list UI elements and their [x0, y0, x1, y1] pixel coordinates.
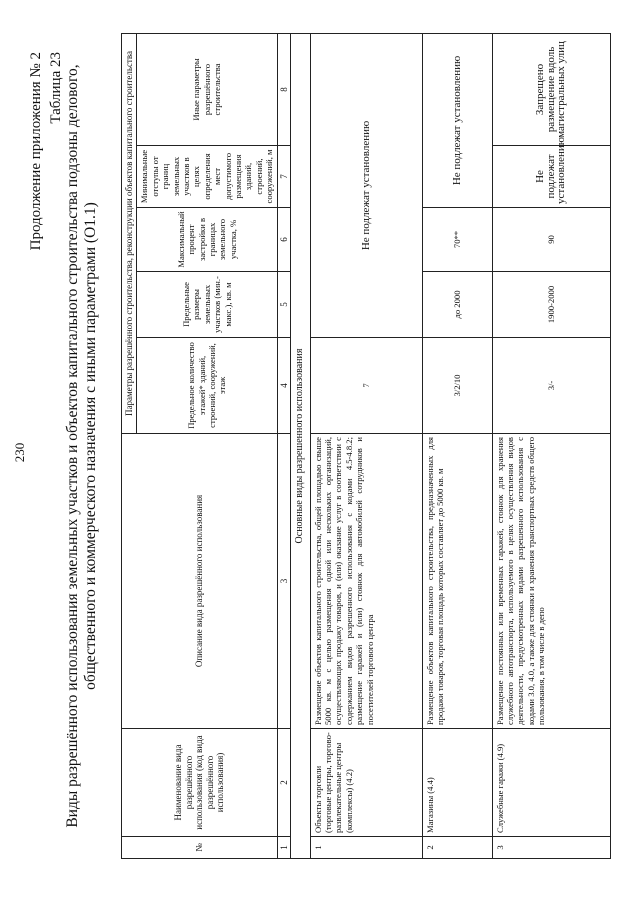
col-number: 6: [277, 208, 290, 272]
row-description: Размещение постоянных или временных гаражей, стоянок для хранения служебного автотранспорта, используемого в целях осуществления видов деятельности, предусмотренных видами разрешенного использования с кодами 3.0, 4.0, а также для стоянки и хранения транспортных средств общего пользования, в том числе в депо: [492, 434, 610, 729]
header-parameters: Параметры разрешённого строительства, реконструкции объектов капитального строительства: [122, 33, 137, 433]
col-number: 3: [277, 434, 290, 729]
col-number: 5: [277, 272, 290, 338]
header-name: Наименование вида разрешённого использования (код вида разрешённого использования): [122, 729, 278, 837]
row-number: 3: [492, 837, 610, 859]
col-number: 7: [277, 146, 290, 208]
row-coverage: 70**: [422, 208, 492, 272]
table-title: Виды разрешённого использования земельных участков и объектов капитального строительства подзоны делового, общественного и коммерческого назначения с иными параметрами (О1.1): [64, 64, 99, 828]
header-row-1: [122, 33, 137, 858]
section-row: [291, 33, 310, 858]
row-description: Размещение объектов капитального строительства, общей площадью свыше 5000 кв. м с целью размещения одной или нескольких организаций, осуществляющих продажу товаров, и (или) оказание услуг в соответствии с содержанием видов разрешенного использования с кодами 4.5-4.8.2; размещение гаражей и (или) стоянок для автомобилей сотрудников и посетителей торгового центра: [310, 434, 422, 729]
table-row: [310, 33, 422, 858]
row-coverage: 90: [492, 208, 610, 272]
header-plot-size: Предельные размеры земельных участков (мин.-макс.), кв. м: [137, 272, 277, 338]
header-coverage: Максимальный процент застройки в границах земельного участка, %: [137, 208, 277, 272]
row-floors: 3/-: [492, 338, 610, 434]
header-other: Иные параметры разрешённого строительства: [137, 33, 277, 145]
col-number: 1: [277, 837, 290, 859]
table-row: [492, 33, 610, 858]
appendix-label: Продолжение приложения № 2: [28, 52, 44, 251]
row-number: 1: [310, 837, 422, 859]
row-setbacks: Не подлежат установлению: [492, 146, 610, 208]
row-name: Объекты торговли (торговые центры, торгово-развлекательные центры (комплексы) (4.2): [310, 729, 422, 837]
row-name: Служебные гаражи (4.9): [492, 729, 610, 837]
row-plot-size: до 2000: [422, 272, 492, 338]
regulations-table: [121, 33, 611, 859]
header-setbacks: Минимальные отступы от границ земельных участков в целях определения мест допустимого размещения зданий, строений, сооружений, м: [137, 146, 277, 208]
row-floors: 7: [310, 338, 422, 434]
table-row: [422, 33, 492, 858]
header-floors: Предельное количество этажей* зданий, строений, сооружений, этаж: [137, 338, 277, 434]
header-description: Описание вида разрешённого использования: [122, 434, 278, 729]
row-other: Запрещено размещение вдоль магистральных улиц: [492, 33, 610, 145]
col-number: 4: [277, 338, 290, 434]
merged-not-set: Не подлежат установлению: [310, 33, 422, 337]
col-number: 2: [277, 729, 290, 837]
row-number: 2: [422, 837, 492, 859]
header-num: №: [122, 837, 278, 859]
row-description: Размещение объектов капитального строительства, предназначенных для продажи товаров, торговая площадь которых составляет до 5000 кв. м: [422, 434, 492, 729]
col-number: 8: [277, 33, 290, 145]
column-numbers-row: [277, 33, 290, 858]
table-label: Таблица 23: [48, 52, 64, 124]
page-number: 230: [12, 442, 27, 463]
section-title: Основные виды разрешенного использования: [291, 33, 310, 858]
row-plot-size: 1900-2000: [492, 272, 610, 338]
row-floors: 3/2/10: [422, 338, 492, 434]
row-name: Магазины (4.4): [422, 729, 492, 837]
merged-not-set-78: Не подлежат установлению: [422, 33, 492, 207]
